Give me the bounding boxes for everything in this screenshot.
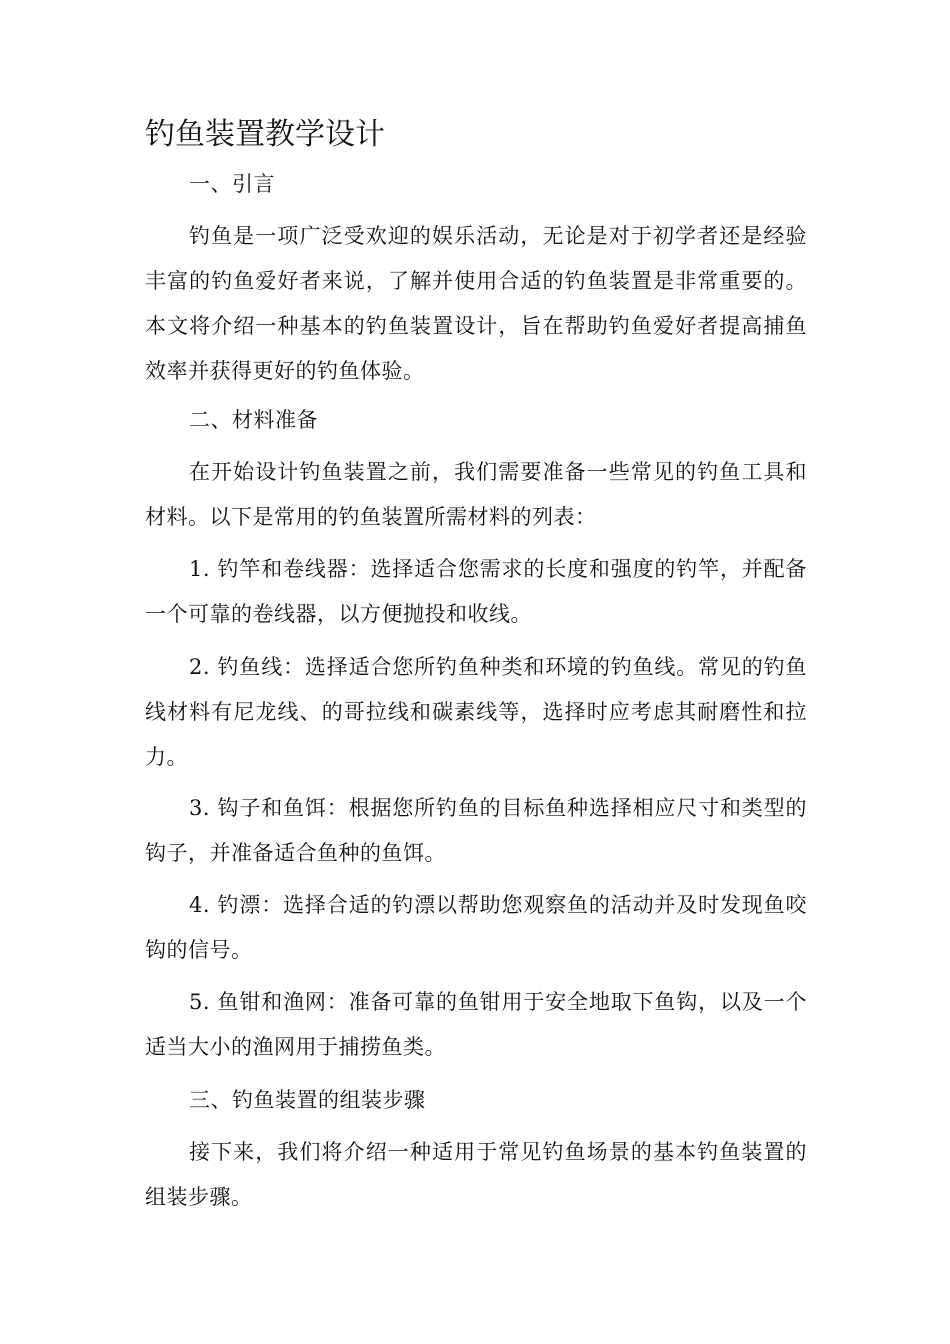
section-heading-materials: 二、材料准备 [189, 408, 318, 432]
list-item-pliers-and-net: 5. 鱼钳和渔网：准备可靠的鱼钳用于安全地取下鱼钩，以及一个适当大小的渔网用于捕捞鱼类。 [145, 990, 807, 1059]
list-item-fishing-line: 2. 钓鱼线：选择适合您所钓鱼种类和环境的钓鱼线。常见的钓鱼线材料有尼龙线、的哥拉线和碳素线等，选择时应考虑其耐磨性和拉力。 [145, 655, 807, 769]
document-title: 钓鱼装置教学设计 [145, 117, 385, 152]
list-item-rod-and-reel: 1. 钓竿和卷线器：选择适合您需求的长度和强度的钓竿，并配备一个可靠的卷线器，以方便抛投和收线。 [145, 557, 807, 626]
list-item-float: 4. 钓漂：选择合适的钓漂以帮助您观察鱼的活动并及时发现鱼咬钩的信号。 [145, 893, 807, 962]
list-item-hooks-and-bait: 3. 钩子和鱼饵：根据您所钓鱼的目标鱼种选择相应尺寸和类型的钩子，并准备适合鱼种的鱼饵。 [145, 796, 807, 865]
paragraph-introduction: 钓鱼是一项广泛受欢迎的娱乐活动，无论是对于初学者还是经验丰富的钓鱼爱好者来说，了解并使用合适的钓鱼装置是非常重要的。本文将介绍一种基本的钓鱼装置设计，旨在帮助钓鱼爱好者提高捕鱼效率并获得更好的钓鱼体验。 [145, 224, 807, 383]
section-heading-assembly: 三、钓鱼装置的组装步骤 [189, 1088, 426, 1112]
paragraph-materials-intro: 在开始设计钓鱼装置之前，我们需要准备一些常见的钓鱼工具和材料。以下是常用的钓鱼装置所需材料的列表： [145, 460, 807, 529]
section-heading-introduction: 一、引言 [189, 172, 275, 196]
paragraph-assembly-intro: 接下来，我们将介绍一种适用于常见钓鱼场景的基本钓鱼装置的组装步骤。 [145, 1140, 807, 1209]
